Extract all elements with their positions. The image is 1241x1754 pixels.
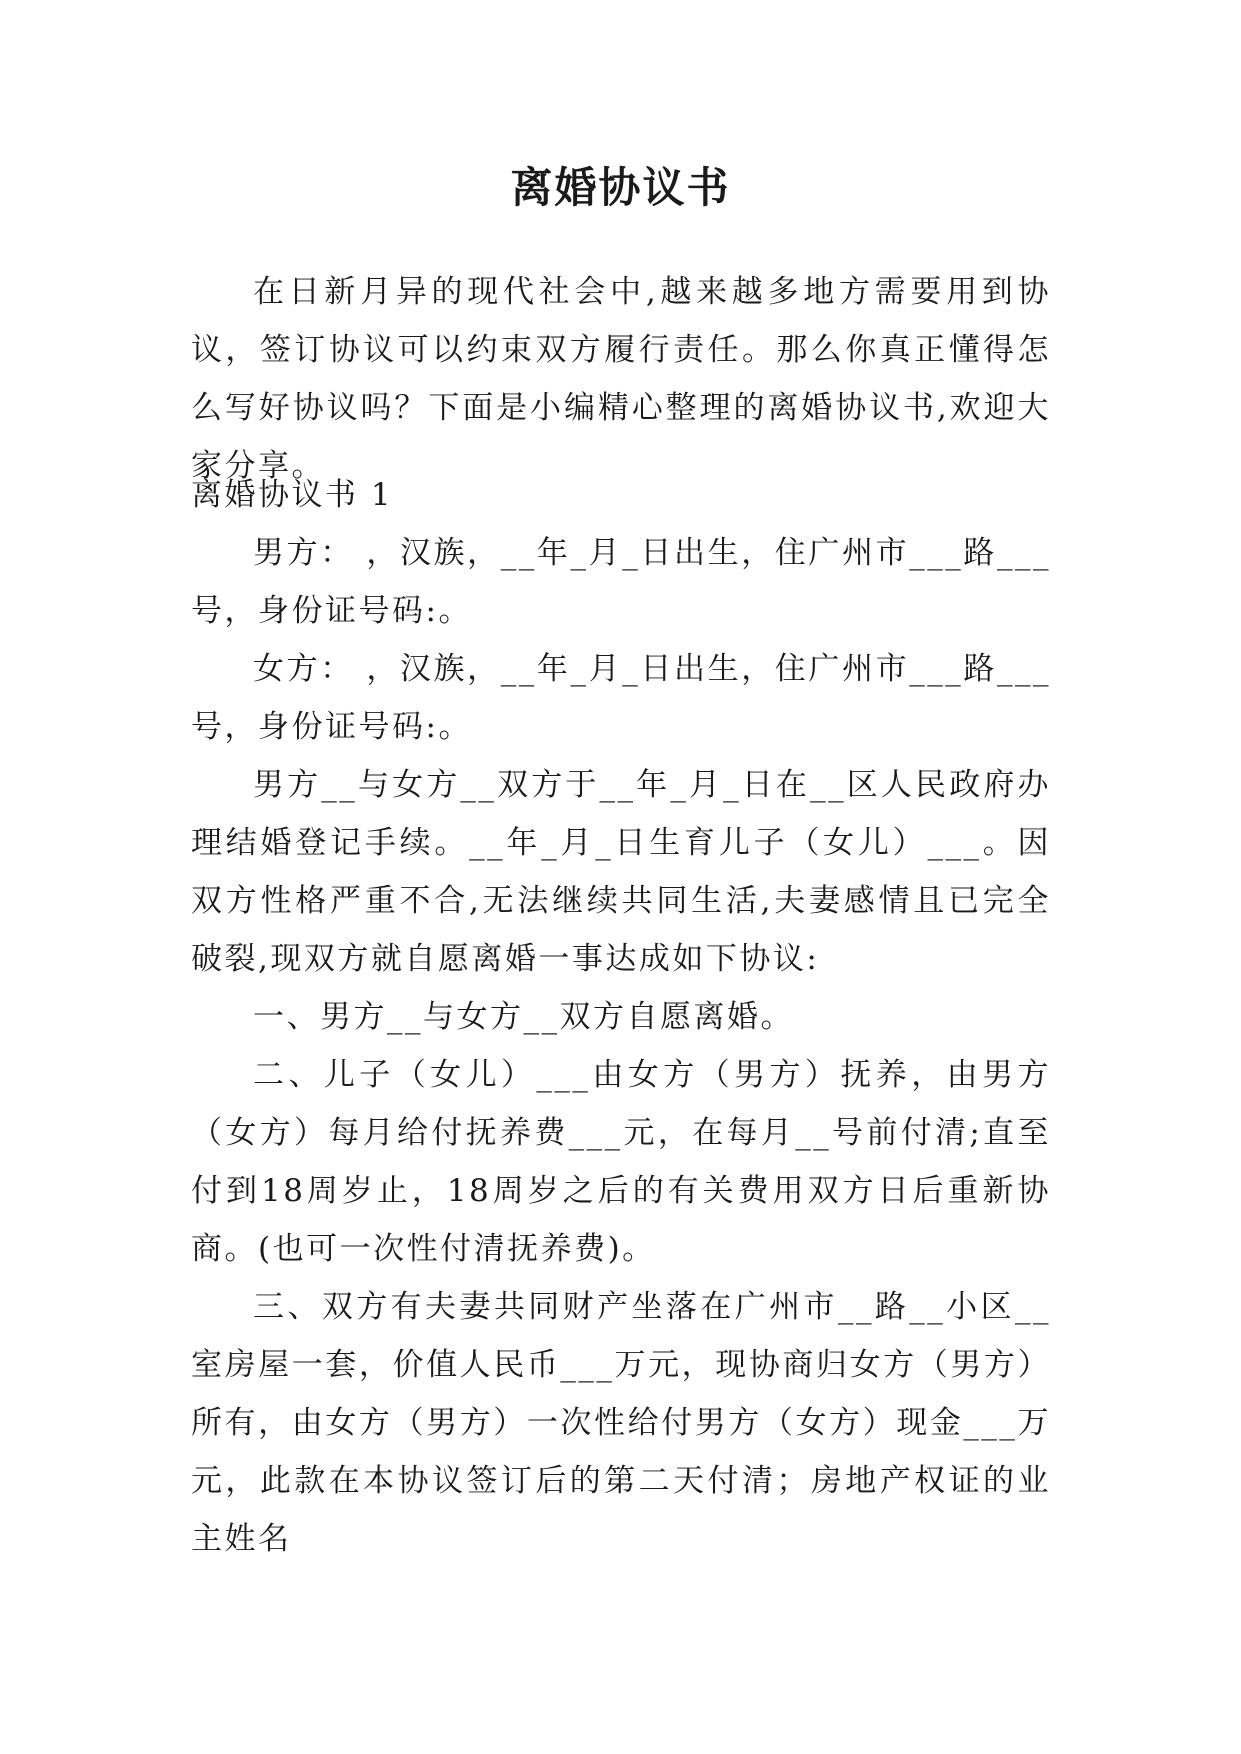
intro-paragraph: 在日新月异的现代社会中,越来越多地方需要用到协议，签订协议可以约束双方履行责任。那么你真正懂得怎么写好协议吗？下面是小编精心整理的离婚协议书,欢迎大家分享。 [191, 274, 1051, 484]
document-title: 离婚协议书 [510, 163, 731, 212]
paragraph-male-party: 男方： ，汉族，__年_月_日出生，住广州市___路___号，身份证号码:。 [191, 535, 1051, 629]
paragraph-background: 男方__与女方__双方于__年_月_日在__区人民政府办理结婚登记手续。__年_月_日生育儿子（女儿）___。因双方性格严重不合,无法继续共同生活,夫妻感情且已完全破裂,现双方就自愿离婚一事达成如下协议: [191, 767, 1051, 977]
intro-block [191, 263, 1051, 495]
paragraph-female-party: 女方： ，汉族，__年_月_日出生，住广州市___路___号，身份证号码:。 [191, 651, 1051, 745]
agreement-body [191, 466, 1051, 1568]
clause-2: 二、儿子（女儿）___由女方（男方）抚养，由男方（女方）每月给付抚养费___元，在每月__号前付清;直至付到18周岁止，18周岁之后的有关费用双方日后重新协商。(也可一次性付清抚养费)。 [191, 1057, 1051, 1267]
clause-1: 一、男方__与女方__双方自愿离婚。 [253, 999, 794, 1035]
section-heading: 离婚协议书 1 [191, 477, 394, 513]
clause-3: 三、双方有夫妻共同财产坐落在广州市__路__小区__室房屋一套，价值人民币___万元，现协商归女方（男方）所有，由女方（男方）一次性给付男方（女方）现金___万元，此款在本协议签订后的第二天付清；房地产权证的业主姓名 [191, 1289, 1051, 1557]
